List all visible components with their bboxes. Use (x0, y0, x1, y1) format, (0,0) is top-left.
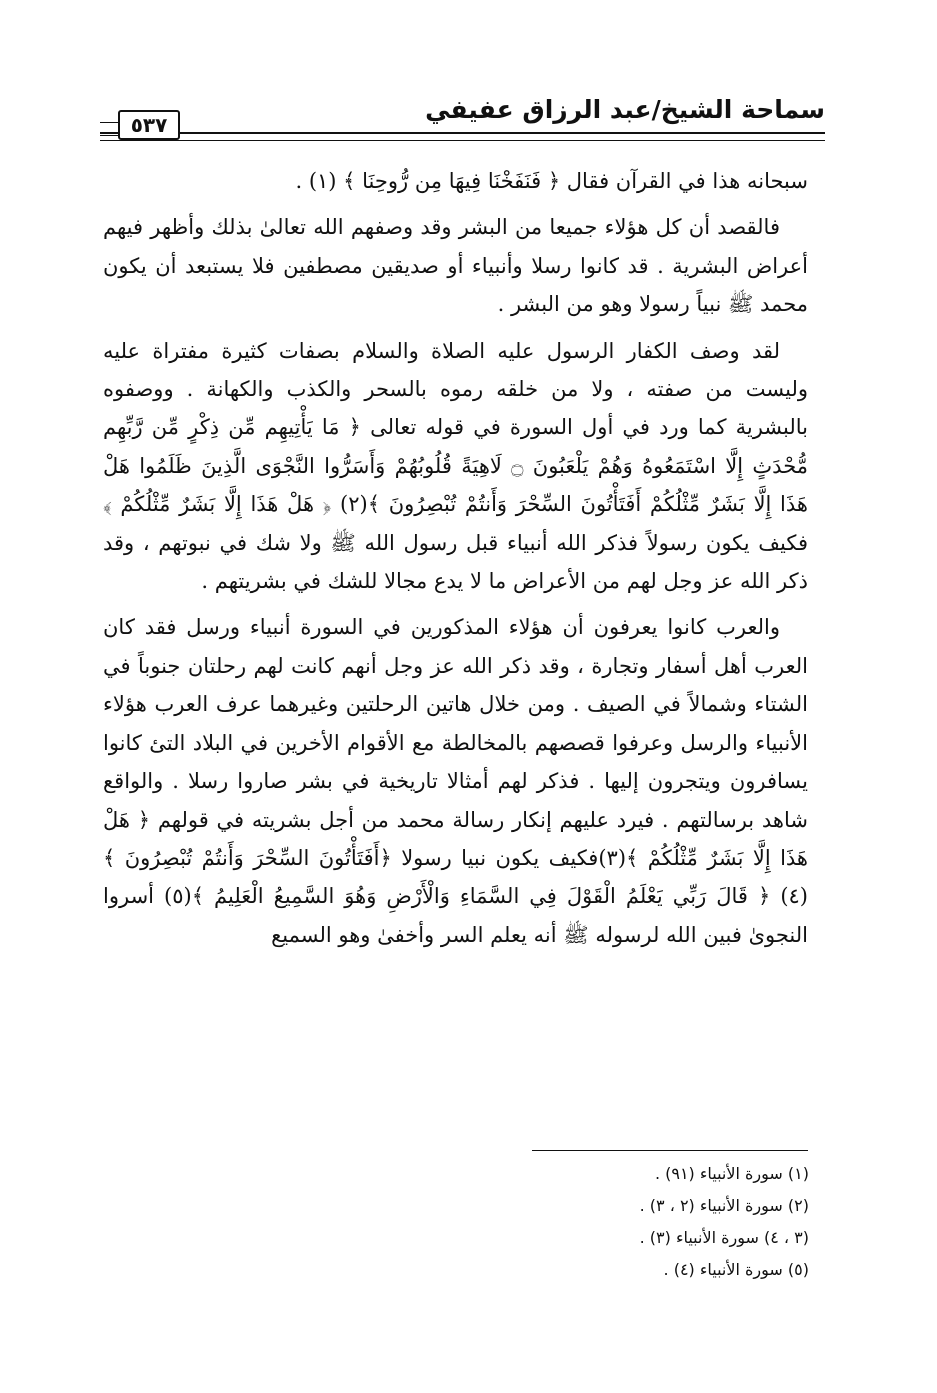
header-title: سماحة الشيخ/عبد الرزاق عفيفي (425, 95, 825, 124)
footnote: (٢) سورة الأنبياء (٢ ، ٣) . (639, 1196, 809, 1215)
footnotes (289, 1158, 809, 1286)
footnote: (٣ ، ٤) سورة الأنبياء (٣) . (639, 1228, 809, 1247)
paragraph: والعرب كانوا يعرفون أن هؤلاء المذكورين في السورة أنبياء ورسل فقد كان العرب أهل أسفار وتجارة ، وقد ذكر الله عز وجل أنهم كانت لهم رحلتان جنوباً في الشتاء وشمالاً في الصيف . ومن خلال هاتين الرحلتين وغيرهما عرف العرب هؤلاء الأنبياء والرسل وعرفوا قصصهم بالمخالطة مع الأقوام الأخرين في البلاد التئ كانوا يسافرون ويتجرون إليها . فذكر لهم أمثالا تاريخية في بشر صاروا رسلا . والواقع شاهد برسالتهم . فيرد عليهم إنكار رسالة محمد من أجل بشريته في قولهم ﴿ هَلْ هَذَا إِلَّا بَشَرٌ مِّثْلُكُمْ ﴾(٣)فكيف يكون نبيا رسولا ﴿أَفَتَأْتُونَ السِّحْرَ وَأَنتُمْ تُبْصِرُونَ ﴾ (٤) ﴿ قَالَ رَبِّي يَعْلَمُ الْقَوْلَ فِي السَّمَاءِ وَالْأَرْضِ وَهُوَ السَّمِيعُ الْعَلِيمُ ﴾(٥) أسروا النجوىٰ فبين الله لرسوله ﷺ أنه يعلم السر وأخفىٰ وهو السميع (103, 615, 809, 947)
paragraph: سبحانه هذا في القرآن فقال ﴿ فَنَفَخْنَا فِيهَا مِن رُّوحِنَا ﴾ (١) . (295, 169, 808, 193)
page-number: ٥٣٧ (118, 110, 180, 140)
header-rule (100, 132, 825, 141)
paragraph: لقد وصف الكفار الرسول عليه الصلاة والسلام بصفات كثيرة مفتراة عليه وليست من صفته ، ولا من خلقه رموه بالسحر والكذب والكهانة . ووصفوه بالبشرية كما ورد في أول السورة في قوله تعالى ﴿ مَا يَأْتِيهِم مِّن ذِكْرٍ مِّن رَّبِّهِم مُّحْدَثٍ إِلَّا اسْتَمَعُوهُ وَهُمْ يَلْعَبُونَ ۝ لَاهِيَةً قُلُوبُهُمْ وَأَسَرُّوا النَّجْوَى الَّذِينَ ظَلَمُوا هَلْ هَذَا إِلَّا بَشَرٌ مِّثْلُكُمْ أَفَتَأْتُونَ السِّحْرَ وَأَنتُمْ تُبْصِرُونَ ﴾(٢) ﴿ هَلْ هَذَا إِلَّا بَشَرٌ مِّثْلُكُمْ ﴾ فكيف يكون رسولاً فذكر الله أنبياء قبل رسول الله ﷺ ولا شك في نبوتهم ، وقد ذكر الله عز وجل لهم من الأعراض ما لا يدع مجالا للشك في بشريتهم . (103, 338, 808, 594)
page-header (100, 92, 825, 148)
paragraph: فالقصد أن كل هؤلاء جميعا من البشر وقد وصفهم الله تعالىٰ بذلك وأظهر فيهم أعراض البشرية . قد كانوا رسلا وأنبياء أو صديقين مصطفين فلا يستبعد أن يكون محمد ﷺ نبياً رسولا وهو من البشر . (103, 215, 808, 317)
footnote: (١) سورة الأنبياء (٩١) . (654, 1164, 809, 1183)
footnote-separator (532, 1150, 808, 1151)
header-rule-end (100, 122, 120, 136)
body-text (103, 162, 808, 962)
footnote: (٥) سورة الأنبياء (٤) . (663, 1260, 809, 1279)
